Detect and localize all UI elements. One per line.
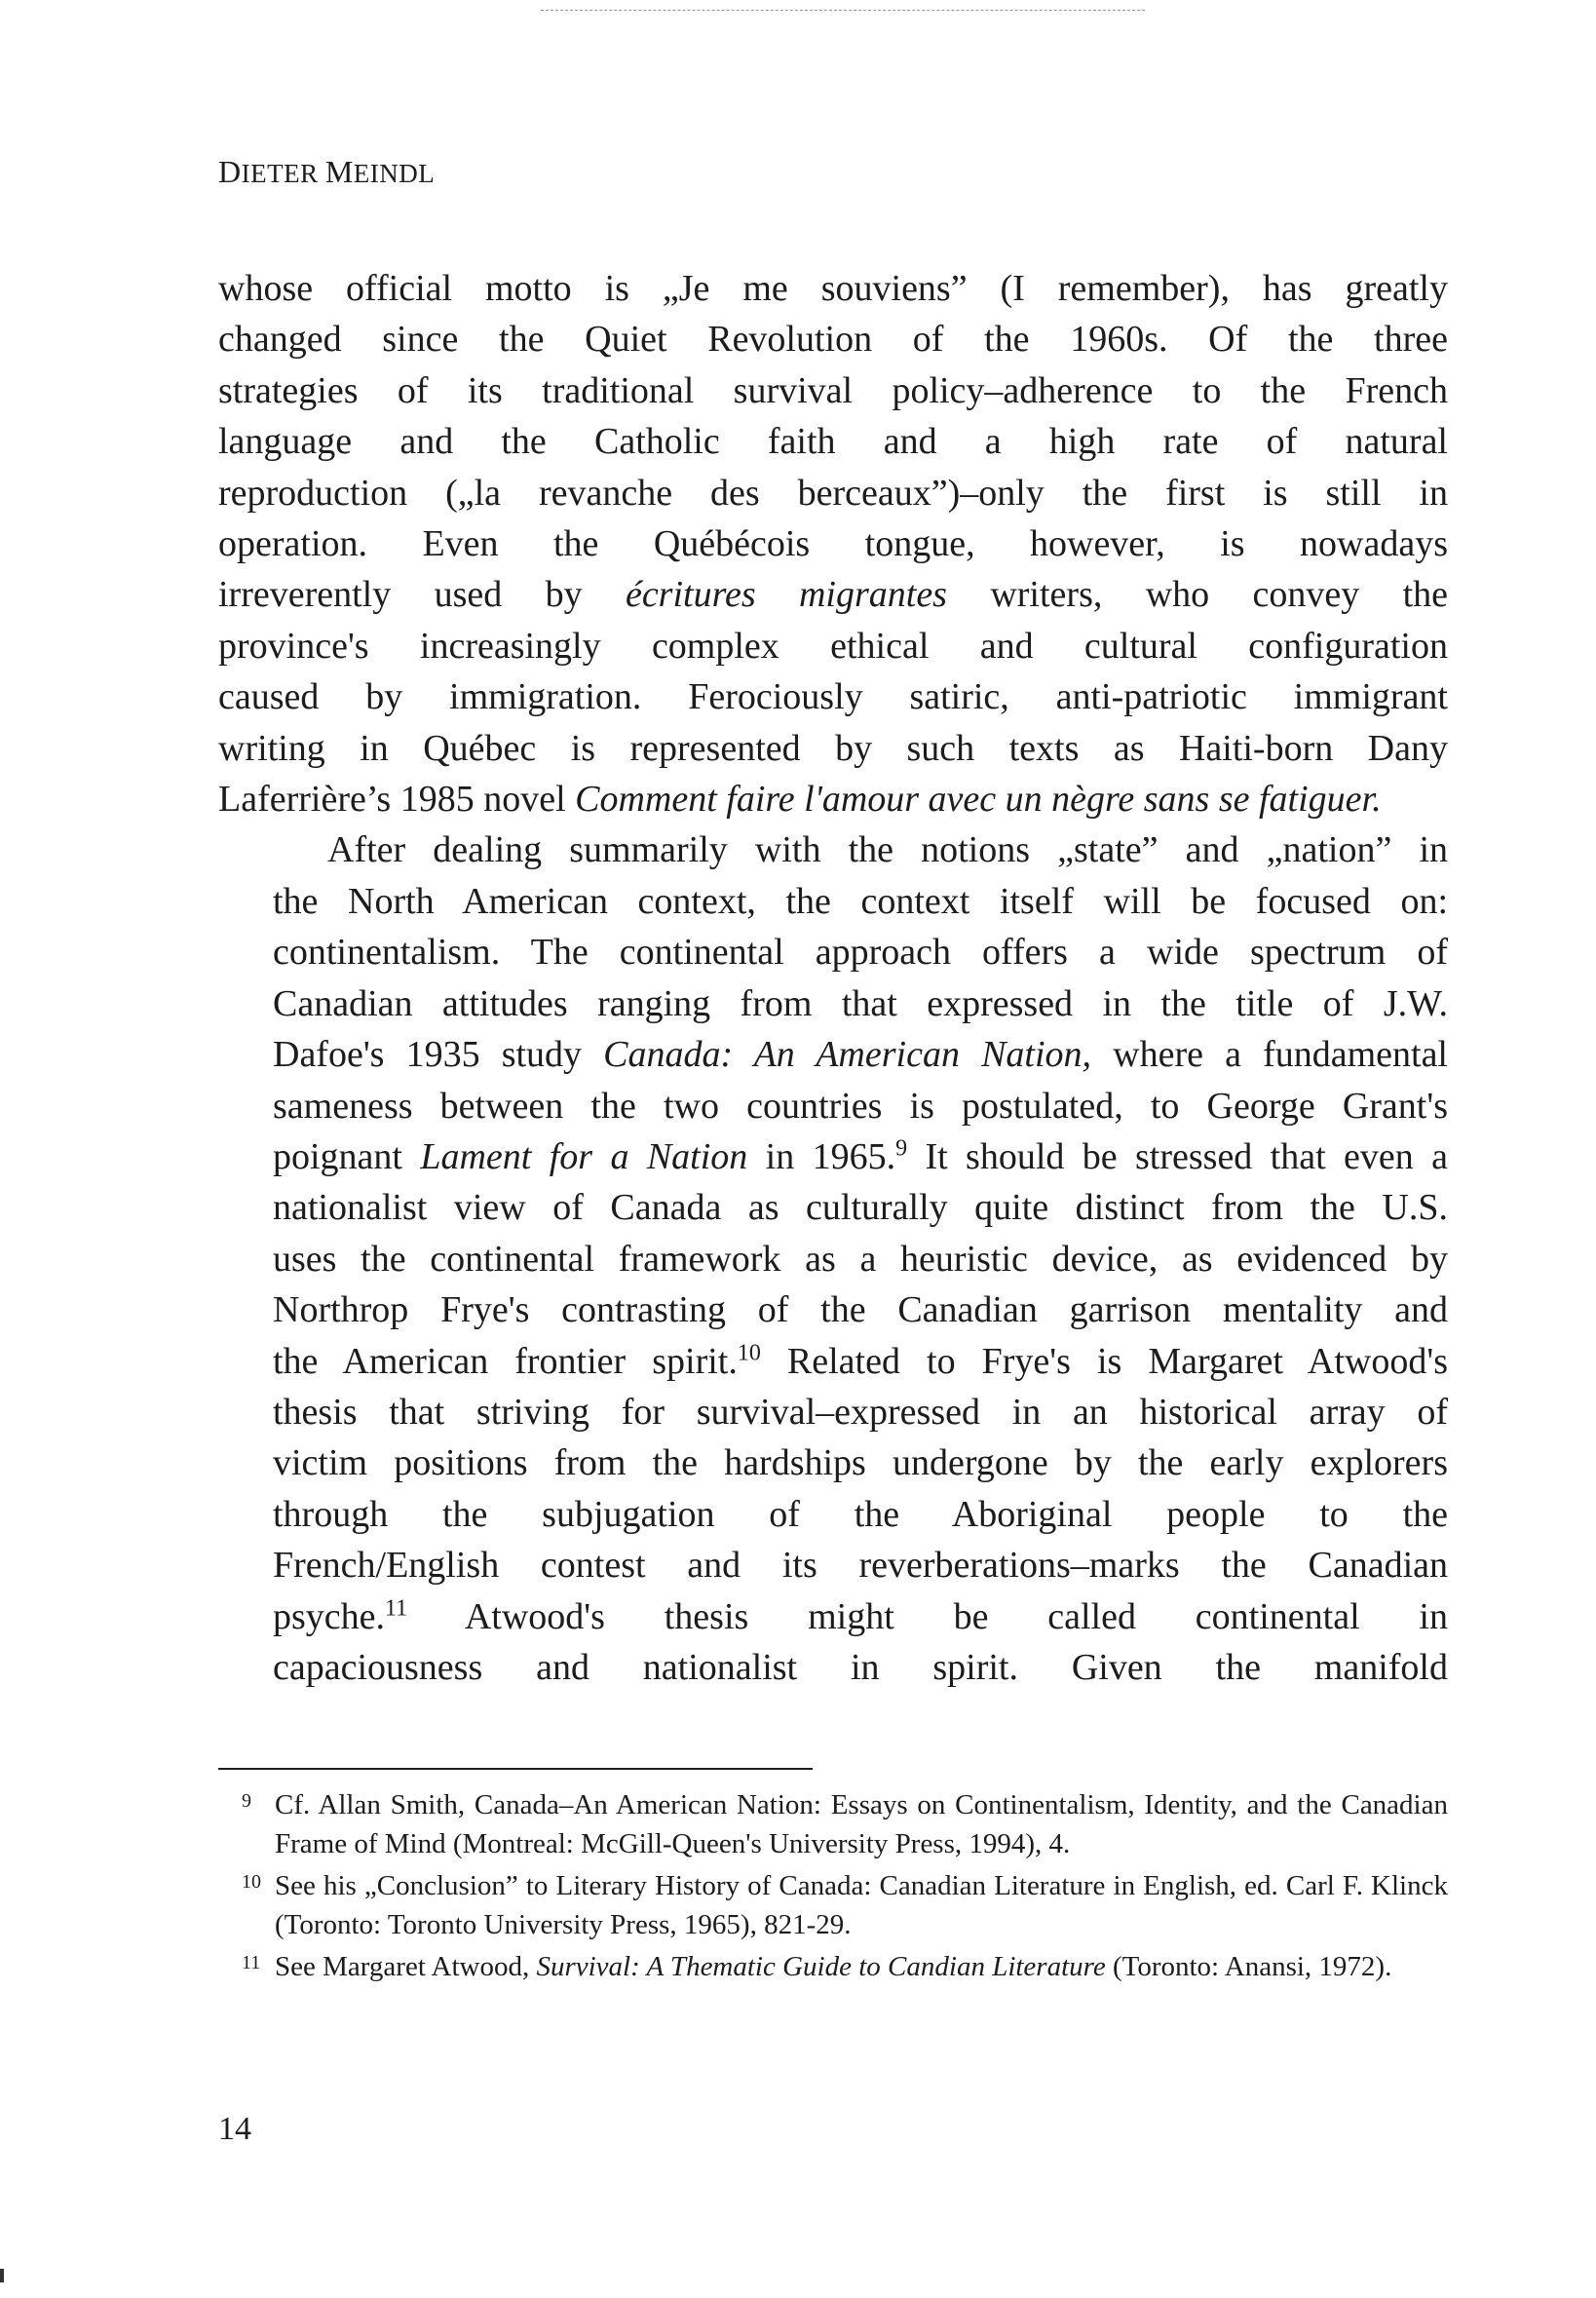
- footnote-text: Cf. Allan Smith, Canada–An American Nation: Essays on Continentalism, Identity, and the Canadian Frame of Mind (Montreal: McGill-Queen's University Press, 1994), 4.: [275, 1789, 1448, 1859]
- paragraph-2: [218, 824, 1448, 1693]
- footnote-text: See his „Conclusion” to Literary History of Canada: Canadian Literature in English, ed. Carl F. Klinck (Toronto: Toronto University Press, 1965), 821-29.: [275, 1870, 1448, 1940]
- footnote-text-pre: See Margaret Atwood,: [275, 1951, 537, 1982]
- footnote-rule: [218, 1768, 813, 1770]
- body-line: through the subjugation of the Aboriginal people to the: [273, 1493, 1448, 1535]
- body-line: nationalist view of Canada as culturally quite distinct from the U.S.: [273, 1187, 1448, 1229]
- body-line: sameness between the two countries is postulated, to George Grant's: [273, 1085, 1448, 1127]
- footnote-number: 10: [242, 1871, 261, 1893]
- top-edge-rule: [541, 10, 1145, 11]
- footnote-ref: 9: [895, 1135, 908, 1162]
- body-line: uses the continental framework as a heuristic device, as evidenced by: [273, 1238, 1448, 1280]
- footnote-ref: 11: [385, 1594, 408, 1621]
- running-head: [218, 154, 435, 190]
- footnote-ref: 10: [737, 1339, 761, 1365]
- body-line: French/English contest and its reverberations–marks the Canadian: [273, 1545, 1448, 1587]
- body-line: [218, 774, 1448, 824]
- text-run: Atwood's thesis might be called continental in: [407, 1595, 1448, 1637]
- body-line: victim positions from the hardships undergone by the early explorers: [273, 1442, 1448, 1484]
- body-line: the North American context, the context itself will be focused on:: [273, 880, 1448, 922]
- body-line: whose official motto is „Je me souviens” (I remember), has greatly: [218, 268, 1448, 309]
- body-line: [218, 1591, 1448, 1642]
- page-number: 14: [218, 2111, 251, 2147]
- body-line: [218, 569, 1448, 620]
- body-line: [218, 1029, 1448, 1080]
- footnote-9: [218, 1785, 1448, 1863]
- text-run: the American frontier spirit.: [273, 1340, 738, 1382]
- author-last-initial: M: [324, 154, 354, 189]
- text-run: psyche.: [273, 1595, 386, 1637]
- author-last-rest: EINDL: [353, 159, 436, 188]
- body-line: strategies of its traditional survival policy–adherence to the French: [218, 369, 1448, 411]
- body-line: [218, 1131, 1448, 1182]
- italic-title: Comment faire l'amour avec un nègre sans se fatiguer.: [575, 779, 1382, 821]
- text-run: Related to Frye's is Margaret Atwood's: [760, 1340, 1448, 1382]
- body-line: Northrop Frye's contrasting of the Canadian garrison mentality and: [273, 1289, 1448, 1331]
- text-run: in 1965.: [747, 1135, 896, 1177]
- body-line: caused by immigration. Ferociously satiric, anti-patriotic immigrant: [218, 676, 1448, 718]
- body-line: [218, 1336, 1448, 1387]
- text-run: poignant: [273, 1135, 421, 1177]
- italic-title: Lament for a Nation: [420, 1135, 748, 1177]
- body-line: changed since the Quiet Revolution of the 1960s. Of the three: [218, 319, 1448, 361]
- footnote-number: 11: [242, 1952, 261, 1973]
- body-line: continentalism. The continental approach offers a wide spectrum of: [273, 932, 1448, 974]
- author-first-initial: D: [218, 154, 242, 189]
- text-run: Dafoe's 1935 study: [273, 1034, 604, 1076]
- scan-margin-mark: [0, 2269, 4, 2282]
- body-line: thesis that striving for survival–expressed in an historical array of: [273, 1391, 1448, 1433]
- body-line: capaciousness and nationalist in spirit. Given the manifold: [273, 1646, 1448, 1688]
- italic-term: écritures migrantes: [625, 574, 947, 616]
- footnote-title: Survival: A Thematic Guide to Candian Literature: [536, 1951, 1106, 1982]
- text-run: It should be stressed that even a: [907, 1135, 1449, 1177]
- footnote-10: [218, 1866, 1448, 1944]
- author-first-rest: IETER: [241, 159, 319, 188]
- italic-title: Canada: An American Nation,: [603, 1034, 1092, 1076]
- footnote-number: 9: [242, 1790, 251, 1812]
- footnotes: [218, 1785, 1448, 1989]
- body-line: After dealing summarily with the notions „state” and „nation” in: [327, 829, 1448, 871]
- body-line: operation. Even the Québécois tongue, however, is nowadays: [218, 523, 1448, 565]
- footnote-11: [218, 1947, 1448, 1986]
- body-line: language and the Catholic faith and a high rate of natural: [218, 421, 1448, 463]
- body-text: [218, 263, 1448, 1693]
- text-run: Laferrière’s 1985 novel: [218, 779, 576, 821]
- body-line: reproduction („la revanche des berceaux”)–only the first is still in: [218, 472, 1448, 514]
- text-run: where a fundamental: [1091, 1034, 1448, 1076]
- body-line: Canadian attitudes ranging from that expressed in the title of J.W.: [273, 982, 1448, 1024]
- body-line: writing in Québec is represented by such texts as Haiti-born Dany: [218, 727, 1448, 769]
- paragraph-1: [218, 263, 1448, 824]
- footnote-text-post: (Toronto: Anansi, 1972).: [1105, 1951, 1392, 1982]
- body-line: province's increasingly complex ethical and cultural configuration: [218, 625, 1448, 667]
- text-run: irreverently used by: [218, 574, 626, 616]
- text-run: writers, who convey the: [946, 574, 1449, 616]
